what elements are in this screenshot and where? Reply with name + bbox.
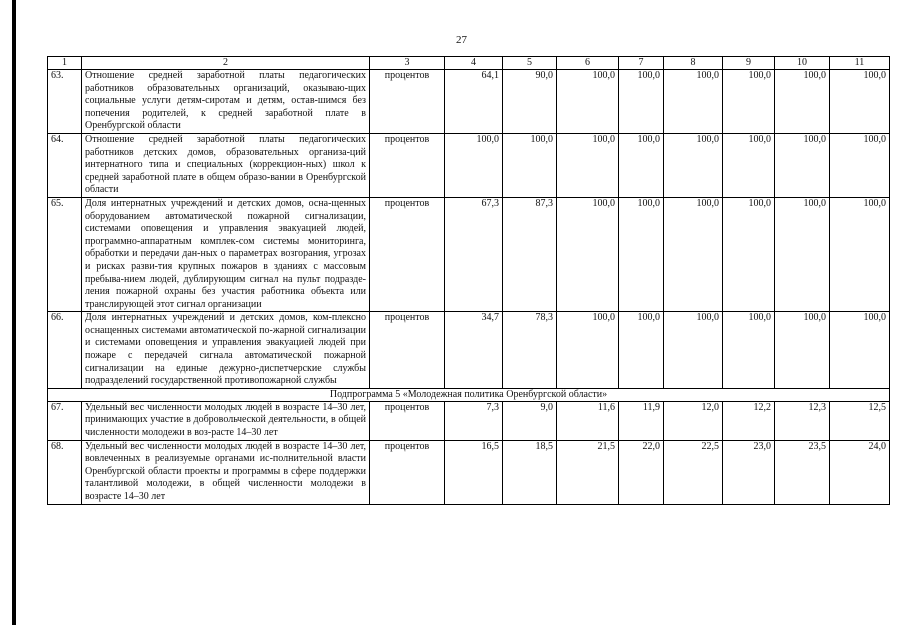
- value-cell: 90,0: [503, 70, 557, 134]
- indicator-description: Доля интернатных учреждений и детских домов, осна-щенных оборудованием автоматической пожарной сигнализации, системами оповещения и управления эвакуацией людей, программно-аппаратным комплек-сом системы мониторинга, обработки и передачи дан-ных о параметрах возгорания, угрозах и рисках разви-тия крупных пожаров в зданиях с массовым пребыва-нием людей, дублирующим сигнал на пульт подразде-ления пожарной охраны без участия работника объекта или транслирующей этот сигнал организации: [82, 197, 370, 311]
- value-cell: 16,5: [445, 440, 503, 504]
- value-cell: 100,0: [830, 197, 890, 311]
- value-cell: 78,3: [503, 312, 557, 389]
- value-cell: 100,0: [664, 197, 723, 311]
- indicator-description: Удельный вес численности молодых людей в возрасте 14–30 лет, вовлеченных в реализуемые органами ис-полнительной власти Оренбургской области проекты и программы в сфере поддержки талантливой молодежи, в общей численности молодежи в возрасте 14–30 лет: [82, 440, 370, 504]
- subprogram-row: [48, 388, 890, 401]
- col-header: 6: [557, 57, 619, 70]
- unit-cell: процентов: [370, 440, 445, 504]
- table-row: [48, 401, 890, 440]
- row-number: 65.: [48, 197, 82, 311]
- value-cell: 100,0: [830, 70, 890, 134]
- value-cell: 7,3: [445, 401, 503, 440]
- value-cell: 12,3: [775, 401, 830, 440]
- col-header: 1: [48, 57, 82, 70]
- value-cell: 100,0: [830, 312, 890, 389]
- value-cell: 23,0: [723, 440, 775, 504]
- value-cell: 24,0: [830, 440, 890, 504]
- value-cell: 100,0: [664, 70, 723, 134]
- value-cell: 100,0: [619, 312, 664, 389]
- value-cell: 100,0: [775, 133, 830, 197]
- value-cell: 34,7: [445, 312, 503, 389]
- value-cell: 100,0: [619, 133, 664, 197]
- table-row: [48, 312, 890, 389]
- value-cell: 100,0: [775, 197, 830, 311]
- row-number: 67.: [48, 401, 82, 440]
- value-cell: 100,0: [775, 70, 830, 134]
- value-cell: 100,0: [723, 133, 775, 197]
- indicator-description: Доля интернатных учреждений и детских домов, ком-плексно оснащенных системами автоматической по-жарной сигнализации и системами оповещения и управления эвакуацией людей при пожаре с передачей сигнала автоматической пожарной сигнализации на единые дежурно-диспетчерские службы подразделений государственной противопожарной службы: [82, 312, 370, 389]
- value-cell: 18,5: [503, 440, 557, 504]
- value-cell: 11,9: [619, 401, 664, 440]
- value-cell: 100,0: [619, 70, 664, 134]
- value-cell: 100,0: [830, 133, 890, 197]
- col-header: 10: [775, 57, 830, 70]
- unit-cell: процентов: [370, 312, 445, 389]
- value-cell: 100,0: [557, 70, 619, 134]
- col-header: 11: [830, 57, 890, 70]
- indicator-description: Отношение средней заработной платы педагогических работников детских домов, образовательных организа-ций интернатного типа и специальных (коррекцион-ных) школ к средней заработной плате в общем образо-вании в Оренбургской области: [82, 133, 370, 197]
- value-cell: 100,0: [557, 133, 619, 197]
- value-cell: 22,5: [664, 440, 723, 504]
- value-cell: 100,0: [445, 133, 503, 197]
- col-header: 4: [445, 57, 503, 70]
- col-header: 5: [503, 57, 557, 70]
- col-header: 2: [82, 57, 370, 70]
- value-cell: 100,0: [723, 70, 775, 134]
- table-row: [48, 70, 890, 134]
- row-number: 66.: [48, 312, 82, 389]
- value-cell: 11,6: [557, 401, 619, 440]
- unit-cell: процентов: [370, 197, 445, 311]
- subprogram-title: Подпрограмма 5 «Молодежная политика Оренбургской области»: [48, 388, 890, 401]
- indicator-table: [47, 56, 890, 505]
- unit-cell: процентов: [370, 401, 445, 440]
- table-row: [48, 197, 890, 311]
- value-cell: 64,1: [445, 70, 503, 134]
- row-number: 63.: [48, 70, 82, 134]
- value-cell: 23,5: [775, 440, 830, 504]
- table-row: [48, 133, 890, 197]
- value-cell: 100,0: [619, 197, 664, 311]
- indicator-description: Отношение средней заработной платы педагогических работников образовательных организаций, оказываю-щих социальные услуги детям-сиротам и детям, остав-шимся без попечения родителей, к средней заработной плате в Оренбургской области: [82, 70, 370, 134]
- value-cell: 12,0: [664, 401, 723, 440]
- value-cell: 100,0: [775, 312, 830, 389]
- value-cell: 22,0: [619, 440, 664, 504]
- value-cell: 100,0: [503, 133, 557, 197]
- value-cell: 100,0: [723, 197, 775, 311]
- row-number: 68.: [48, 440, 82, 504]
- value-cell: 100,0: [557, 197, 619, 311]
- value-cell: 100,0: [557, 312, 619, 389]
- value-cell: 21,5: [557, 440, 619, 504]
- value-cell: 100,0: [664, 312, 723, 389]
- unit-cell: процентов: [370, 133, 445, 197]
- value-cell: 9,0: [503, 401, 557, 440]
- value-cell: 12,5: [830, 401, 890, 440]
- page-number: 27: [456, 34, 467, 46]
- value-cell: 100,0: [664, 133, 723, 197]
- unit-cell: процентов: [370, 70, 445, 134]
- col-header: 8: [664, 57, 723, 70]
- value-cell: 87,3: [503, 197, 557, 311]
- value-cell: 67,3: [445, 197, 503, 311]
- row-number: 64.: [48, 133, 82, 197]
- page-edge-bar: [12, 0, 16, 625]
- col-header: 7: [619, 57, 664, 70]
- table-row: [48, 440, 890, 504]
- col-header: 3: [370, 57, 445, 70]
- col-header: 9: [723, 57, 775, 70]
- header-row: [48, 57, 890, 70]
- value-cell: 12,2: [723, 401, 775, 440]
- value-cell: 100,0: [723, 312, 775, 389]
- indicator-description: Удельный вес численности молодых людей в возрасте 14–30 лет, принимающих участие в добровольческой деятельности, в общей численности молодежи в воз-расте 14–30 лет: [82, 401, 370, 440]
